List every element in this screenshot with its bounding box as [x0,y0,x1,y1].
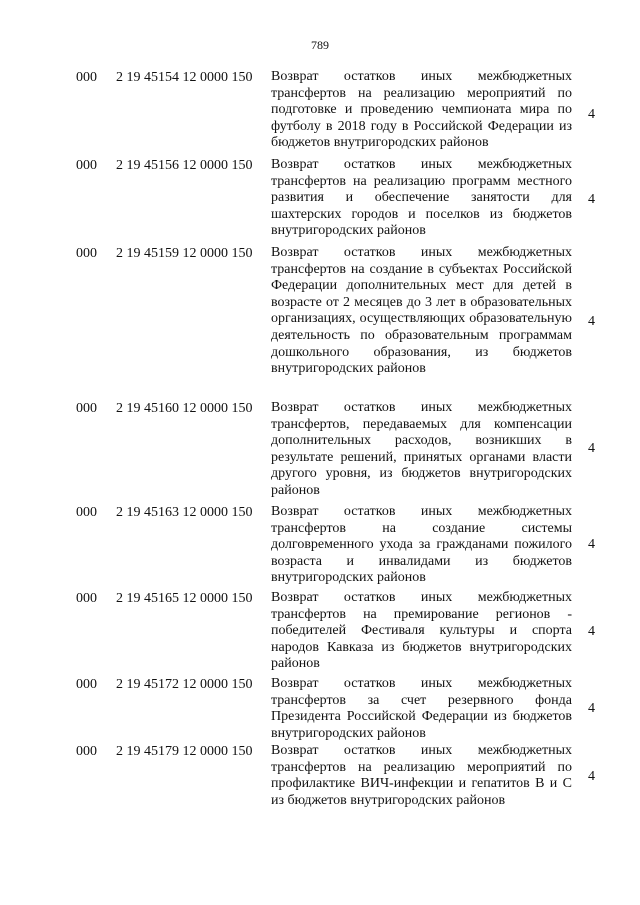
table-row [0,157,640,245]
row-value: 4 [588,107,595,122]
row-description: Возврат остатков иных межбюджетных трансфертов на реализацию мероприятий по подготовке и проведению чемпионата мира по футболу в 2018 году в Российской Федерации из бюджетов внутригородских районов [271,69,572,151]
code-prefix: 000 [76,677,97,692]
row-value: 4 [588,701,595,716]
code-prefix: 000 [76,158,97,173]
table-row [0,245,640,400]
budget-code: 2 19 45179 12 0000 150 [116,744,253,759]
budget-code: 2 19 45160 12 0000 150 [116,401,253,416]
row-description: Возврат остатков иных межбюджетных трансфертов на премирование регионов - победителей Фестиваля культуры и спорта народов Кавказа из бюджетов внутригородских районов [271,590,572,672]
table-row [0,590,640,678]
code-prefix: 000 [76,246,97,261]
budget-code: 2 19 45165 12 0000 150 [116,591,253,606]
row-value: 4 [588,314,595,329]
row-description: Возврат остатков иных межбюджетных трансфертов, передаваемых для компенсации дополнительных расходов, возникших в результате решений, принятых органами власти другого уровня, из бюджетов внутригородских районов [271,400,572,498]
budget-code: 2 19 45159 12 0000 150 [116,246,253,261]
row-description: Возврат остатков иных межбюджетных трансфертов за счет резервного фонда Президента Российской Федерации из бюджетов внутригородских районов [271,676,572,741]
row-value: 4 [588,192,595,207]
page-number: 789 [311,38,329,52]
table-row [0,69,640,157]
code-prefix: 000 [76,401,97,416]
row-value: 4 [588,441,595,456]
code-prefix: 000 [76,505,97,520]
budget-code: 2 19 45154 12 0000 150 [116,70,253,85]
code-prefix: 000 [76,591,97,606]
table-row [0,676,640,746]
row-value: 4 [588,537,595,552]
table-row [0,743,640,823]
row-description: Возврат остатков иных межбюджетных трансфертов на реализацию программ местного развития и обеспечение занятости для шахтерских городов и поселков из бюджетов внутригородских районов [271,157,572,239]
row-description: Возврат остатков иных межбюджетных трансфертов на создание в субъектах Российской Федерации дополнительных мест для детей в возрасте от 2 месяцев до 3 лет в образовательных организациях, осуществляющих образовательную деятельность по образовательным программам дошкольного образования, из бюджетов внутригородских районов [271,245,572,377]
row-value: 4 [588,769,595,784]
row-description: Возврат остатков иных межбюджетных трансфертов на создание системы долговременного ухода за гражданами пожилого возраста и инвалидами из бюджетов внутригородских районов [271,504,572,586]
budget-code: 2 19 45172 12 0000 150 [116,677,253,692]
row-description: Возврат остатков иных межбюджетных трансфертов на реализацию мероприятий по профилактике ВИЧ-инфекции и гепатитов B и C из бюджетов внутригородских районов [271,743,572,808]
row-value: 4 [588,624,595,639]
table-row [0,400,640,504]
table-row [0,504,640,592]
budget-code: 2 19 45163 12 0000 150 [116,505,253,520]
budget-code: 2 19 45156 12 0000 150 [116,158,253,173]
code-prefix: 000 [76,744,97,759]
code-prefix: 000 [76,70,97,85]
